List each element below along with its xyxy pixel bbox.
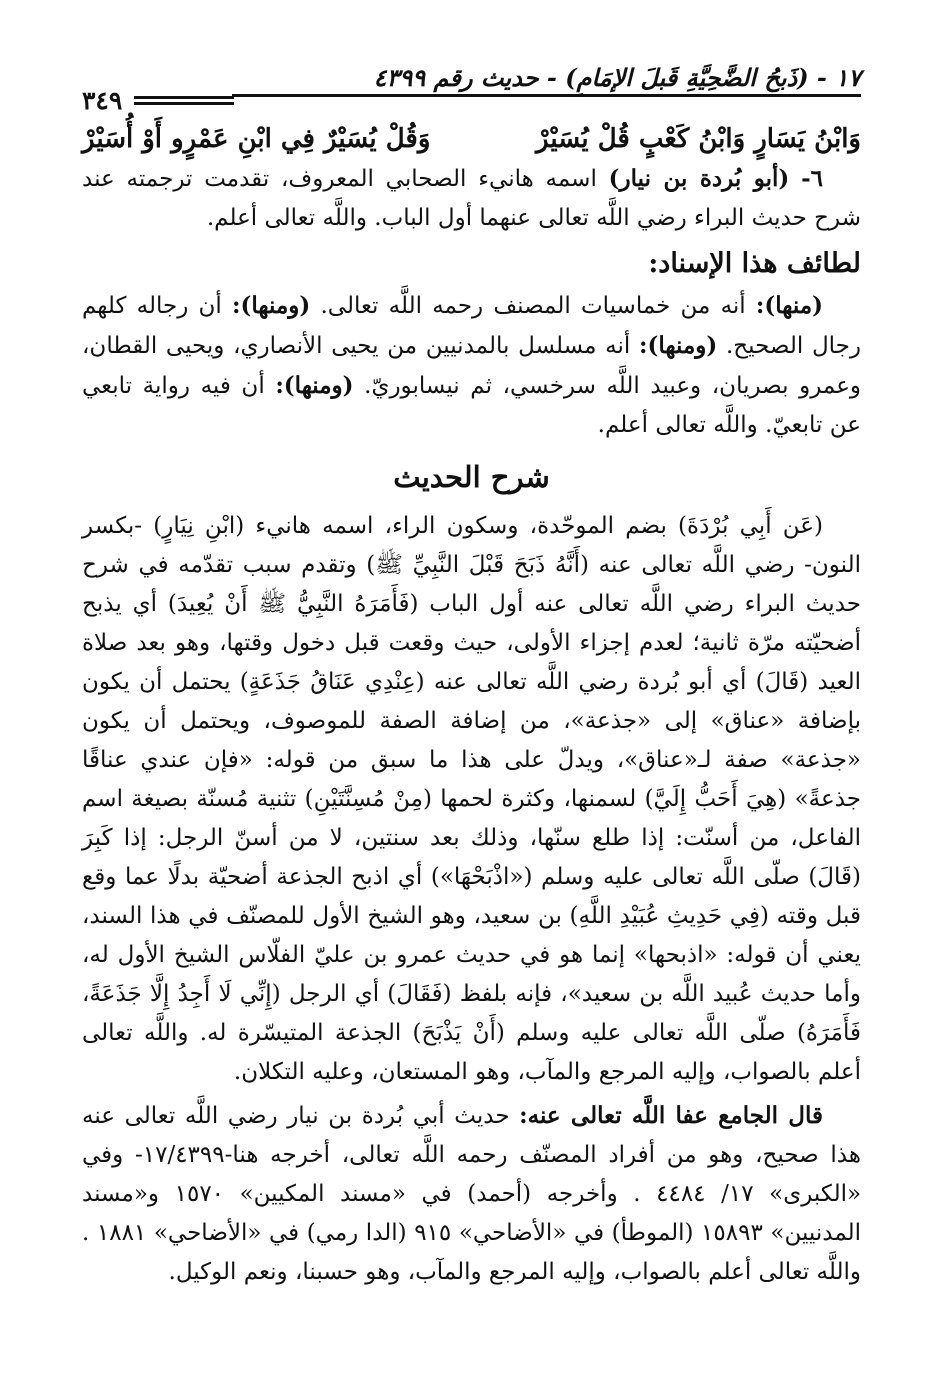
page-number-block — [82, 86, 234, 115]
header-rule — [134, 96, 234, 105]
sharh-paragraph: (عَن أَبِي بُرْدَةَ) بضم الموحّدة، وسكون الراء، اسمه هانيء (ابْنِ نِيَارٍ) -بكسر النون- رضي اللَّه تعالى عنه (أَنَّهُ ذَبَحَ قَبْلَ النَّبِيِّ ﷺ) وتقدم سبب تقدّمه في شرح حديث البراء رضي اللَّه تعالى عنه أول الباب (فَأَمَرَهُ النَّبِيُّ ﷺ أَنْ يُعِيدَ) أي يذبح أضحيّته مرّة ثانية؛ لعدم إجزاء الأولى، حيث وقعت قبل دخول وقتها، وهو بعد صلاة العيد (قَالَ) أي أبو بُردة رضي اللَّه تعالى عنه (عِنْدِي عَنَاقُ جَذَعَةٍ) يحتمل أن يكون بإضافة «عناق» إلى «جذعة»، من إضافة الصفة للموصوف، ويحتمل أن يكون «جذعة» صفة لـ«عناق»، ويدلّ على هذا ما سبق من قوله: «فإن عندي عناقًا جذعةً» (هِيَ أَحَبُّ إِلَيَّ) لسمنها، وكثرة لحمها (مِنْ مُسِنَّتَيْنِ) تثنية مُسنّة بصيغة اسم الفاعل، من أسنّت: إذا طلع سنّها، وذلك بعد سنتين، لا من أسنّ الرجل: إذا كَبِرَ (قَالَ) صلّى اللَّه تعالى عليه وسلم («اذْبَحْهَا») أي اذبح الجذعة أضحيّة بدلًا عما وقع قبل وقته (فِي حَدِيثِ عُبَيْدِ اللَّهِ) بن سعيد، وهو الشيخ الأول للمصنّف في هذا السند، يعني أن قوله: «اذبحها» إنما هو في حديث عمرو بن عليّ الفلّاس الشيخ الأول له، وأما حديث عُبيد اللَّه بن سعيد»، فإنه بلفظ (فَقَالَ) أي الرجل (إِنِّي لَا أَجِدُ إِلَّا جَذَعَةً، فَأَمَرَهُ) صلّى اللَّه تعالى عليه وسلم (أَنْ يَذْبَحَ) الجذعة المتيسّرة له. واللَّه تعالى أعلم بالصواب، وإليه المرجع والمآب، وهو المستعان، وعليه التكلان. — [82, 513, 861, 1085]
lataif-label-3: (ومنها): — [639, 332, 718, 359]
section-title-lataif: لطائف هذا الإسناد: — [648, 248, 861, 279]
page-number: ٣٤٩ — [82, 86, 123, 115]
narrator-entry — [82, 159, 861, 238]
lataif-paragraph — [82, 286, 861, 445]
conclusion-paragraph — [82, 1096, 861, 1292]
verse-hemistich-right: وَابْنُ يَسَارٍ وَابْنُ كَعْبٍ قُلْ يُسَيْرْ — [536, 124, 861, 154]
conclusion-label: قال الجامع عفا اللَّه تعالى عنه: — [519, 1102, 823, 1129]
lataif-text-3: أنه مسلسل بالمدنيين من يحيى الأنصاري، ويحيى القطان، وعمرو بصريان، وعبيد اللَّه سرخسي، ثم نيسابوريّ. — [82, 333, 862, 399]
section-title-sharh: شرح الحديث — [393, 460, 550, 494]
verse-hemistich-left: وَقُلْ يُسَيْرٌ فِي ابْنِ عَمْرٍو أَوْ أُسَيْرْ — [82, 124, 431, 154]
lataif-text-1: أنه من خماسيات المصنف رحمه اللَّه تعالى. — [320, 293, 746, 319]
conclusion-text: حديث أبي بُردة بن نيار رضي اللَّه تعالى عنه هذا صحيح، وهو من أفراد المصنّف رحمه اللَّه تعالى، أخرجه هنا-١٧/٤٣٩٩- وفي «الكبرى» ١٧/ ٤٤٨٤ . وأخرجه (أحمد) في «مسند المكيين» ١٥٧٠ و«مسند المدنيين» ١٥٨٩٣ (الموطأ) في «الأضاحي» ٩١٥ (الدا رمي) في «الأضاحي» ١٨٨١ . واللَّه تعالى أعلم بالصواب، وإليه المرجع والمآب، وهو حسبنا، ونعم الوكيل. — [82, 1103, 862, 1285]
narrator-name: (أبو بُردة بن نيار) — [608, 165, 790, 192]
running-header — [232, 62, 861, 97]
running-title: ١٧ - (ذَبحُ الضَّحِيَّةِ قَبلَ الإمَامِ) - حديث رقم ٤٣٩٩ — [373, 63, 861, 92]
lataif-text-2: أن رجاله كلهم رجال الصحيح. — [82, 293, 862, 359]
lataif-label-2: (ومنها): — [232, 292, 311, 319]
narrator-number: ٦- — [801, 165, 823, 192]
narrator-text: اسمه هانيء الصحابي المعروف، تقدمت ترجمته عند شرح حديث البراء رضي اللَّه تعالى عنهما أول الباب. واللَّه تعالى أعلم. — [82, 166, 861, 231]
lataif-label-4: (ومنها): — [275, 372, 354, 399]
lataif-text-4: أن فيه رواية تابعي عن تابعيّ. واللَّه تعالى أعلم. — [82, 373, 861, 438]
lataif-label-1: (منها): — [755, 292, 824, 319]
verse-line — [82, 119, 861, 159]
